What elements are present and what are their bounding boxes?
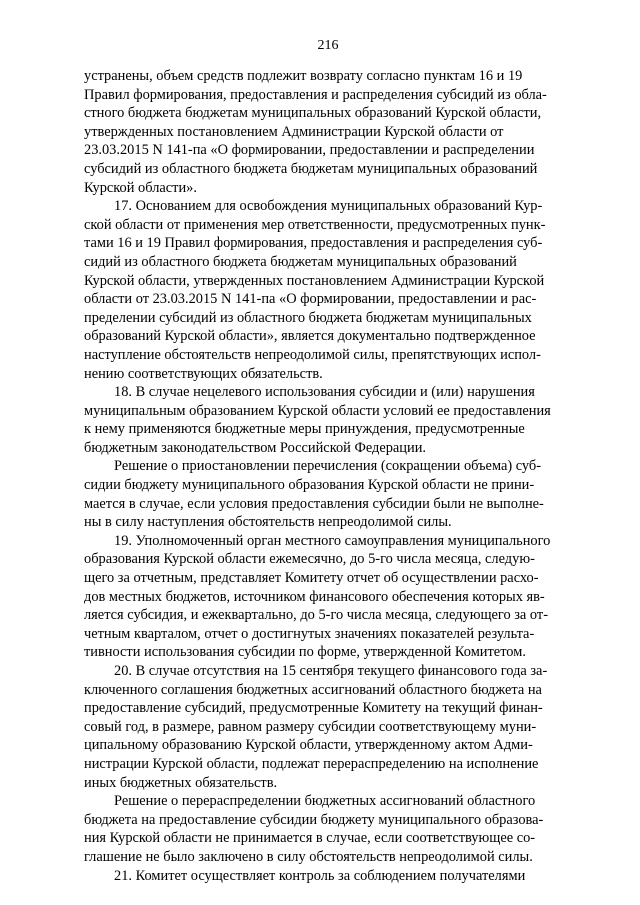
paragraph-18: 18. В случае нецелевого использования субсидии и (или) нарушения муниципальным образованием Курской области условий ее предоставления к нему применяются бюджетные меры принуждения, предусмотренные бюджетным законодательством Российской Федерации. bbox=[84, 384, 551, 456]
page-number: 216 bbox=[317, 38, 339, 53]
paragraph-17: 17. Основанием для освобождения муниципальных образований Кур- ской области от применения мер ответственности, предусмотренных пунк- тами 16 и 19 Правил формирования, предоставления и распределения суб- сидий из областного бюджета бюджетам муниципальных образований Курской области, утвержденных постановлением Администрации Курской области от 23.03.2015 N 141-па «О формировании, предоставлении и рас- пределении субсидий из областного бюджета бюджетам муниципальных образований Курской области», является документально подтвержденное наступление обстоятельств непреодолимой силы, препятствующих испол- нению соответствующих обязательств. bbox=[84, 198, 546, 382]
paragraph-21: 21. Комитет осуществляет контроль за соблюдением получателями bbox=[114, 867, 526, 884]
paragraph-18-decision: Решение о приостановлении перечисления (сокращении объема) суб- сидии бюджету муниципального образования Курской области не прини- мается в случае, если условия предоставления субсидии были не выполне- ны в силу наступления обстоятельств непреодолимой силы. bbox=[84, 458, 544, 531]
paragraph-20: 20. В случае отсутствия на 15 сентября текущего финансового года за- ключенного соглашения бюджетных ассигнований областного бюджета на предоставление субсидий, предусмотренные Комитету на текущий финан- совый год, в размере, равном размеру субсидии соответствующему муни- ципальному образованию Курской области, утвержденному актом Адми- нистрации Курской области, подлежат перераспределению на исполнение иных бюджетных обязательств. bbox=[84, 663, 548, 791]
paragraph-19: 19. Уполномоченный орган местного самоуправления муниципального образования Курской области ежемесячно, до 5-го числа месяца, следую- щего за отчетным, представляет Комитету отчет об осуществлении расхо- дов местных бюджетов, источником финансового обеспечения которых яв- ляется субсидия, и ежеквартально, до 5-го числа месяца, следующего за от- четным кварталом, отчет о достигнутых значениях показателей результа- тивности использования субсидии по форме, утвержденной Комитетом. bbox=[84, 532, 551, 661]
paragraph-20-decision: Решение о перераспределении бюджетных ассигнований областного бюджета на предоставление субсидии бюджету муниципального образова- ния Курской области не принимается в случае, если соответствующее со- глашение не было заключено в силу обстоятельств непреодолимой силы. bbox=[84, 793, 544, 865]
paragraph-continuation: устранены, объем средств подлежит возврату согласно пунктам 16 и 19 Правил формирования, предоставления и распределения субсидий из обла- стного бюджета бюджетам муниципальных образований Курской области, утвержденных постановлением Администрации Курской области от 23.03.2015 N 141-па «О формировании, предоставлении и распределении субсидий из областного бюджета бюджетам муниципальных образований Курской области». bbox=[84, 68, 547, 196]
